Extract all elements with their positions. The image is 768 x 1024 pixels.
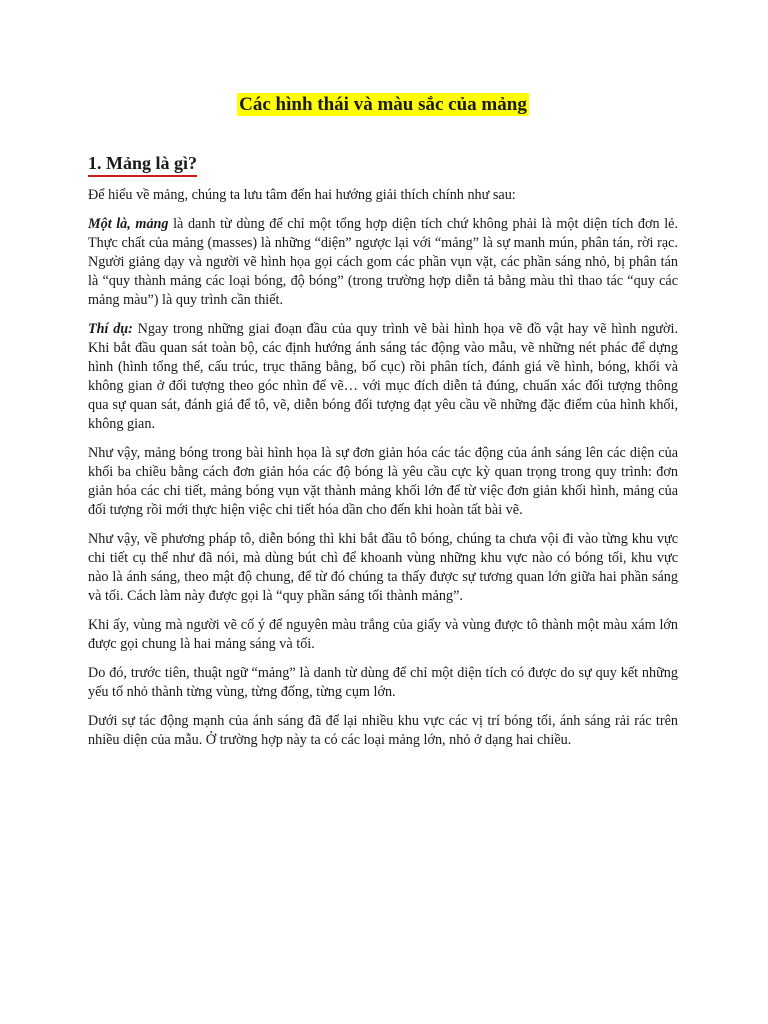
paragraph-4: Như vậy, về phương pháp tô, diễn bóng thì khi bắt đầu tô bóng, chúng ta chưa vội đi vào từng khu vực chi tiết cụ thể như đã nói, mà dùng bút chì để khoanh vùng những khu vực nào có bóng tối, khu vực nào là ánh sáng, theo mật độ chung, để từ đó chúng ta thấy được sự tương quan lớn giữa hai phần sáng và tối. Cách làm này được gọi là “quy phần sáng tối thành mảng”. <box>88 531 678 604</box>
paragraph-definition <box>88 215 678 310</box>
intro-paragraph: Để hiểu về mảng, chúng ta lưu tâm đến hai hướng giải thích chính như sau: <box>88 187 516 203</box>
paragraph-3: Như vậy, mảng bóng trong bài hình họa là sự đơn giản hóa các tác động của ánh sáng lên các diện của khối ba chiều bằng cách đơn giản hóa các độ bóng là yêu cầu cực kỳ quan trọng trong quy trình: đơn giản hóa các chi tiết, mảng bóng vụn vặt thành mảng khối lớn để từ việc đơn giản khối hình, mảng của đối tượng rồi mới thực hiện việc chi tiết hóa dần cho đến khi hoàn tất bài vẽ. <box>88 445 678 518</box>
paragraph-5: Khi ấy, vùng mà người vẽ cố ý để nguyên màu trắng của giấy và vùng được tô thành một màu xám lớn được gọi chung là hai mảng sáng và tối. <box>88 617 678 652</box>
paragraph-example <box>88 320 678 434</box>
title-container <box>88 93 678 119</box>
paragraph-7: Dưới sự tác động mạnh của ánh sáng đã để lại nhiều khu vực các vị trí bóng tối, ánh sáng rải rác trên nhiều diện của mẫu. Ở trường hợp này ta có các loại mảng lớn, nhỏ ở dạng hai chiều. <box>88 713 678 748</box>
section-heading: 1. Mảng là gì? <box>88 152 197 177</box>
paragraph-lead: Một là, mảng <box>88 216 169 232</box>
paragraph-body: Ngay trong những giai đoạn đầu của quy trình vẽ bài hình họa vẽ đồ vật hay vẽ hình người. Khi bắt đầu quan sát toàn bộ, các định hướng ánh sáng tác động vào mẫu, vẽ những nét phác để dựng hình (hình tổng thể, cấu trúc, trục thăng bằng, bố cục) rồi phân tích, đánh giá về hình, bóng, khối và không gian ở đối tượng theo góc nhìn để vẽ… với mục đích diễn tả đúng, chuẩn xác đối tượng thông qua sự quan sát, đánh giá để tô, vẽ, diễn bóng đối tượng đạt yêu cầu về những đặc điểm của hình khối, không gian. <box>88 321 678 432</box>
paragraph-lead: Thí dụ: <box>88 321 133 337</box>
paragraph-body: là danh từ dùng để chỉ một tổng hợp diện tích chứ không phải là một diện tích đơn lẻ. Thực chất của mảng (masses) là những “diện” ngược lại với “mảng” là sự manh mún, phân tán, rời rạc. Người giảng dạy và người vẽ hình họa gọi cách gom các phần vụn vặt, các phần sáng nhỏ, bị phân tán là “quy thành mảng các loại bóng, độ bóng” (trong trường hợp diễn tả bằng màu thì thao tác “quy các mảng màu”) là quy trình cần thiết. <box>88 216 678 308</box>
document-page <box>88 0 678 750</box>
document-title: Các hình thái và màu sắc của mảng <box>239 94 527 115</box>
paragraph-6: Do đó, trước tiên, thuật ngữ “mảng” là danh từ dùng để chỉ một diện tích có được do sự quy kết những yếu tố nhỏ thành từng vùng, từng đống, từng cụm lớn. <box>88 665 678 700</box>
